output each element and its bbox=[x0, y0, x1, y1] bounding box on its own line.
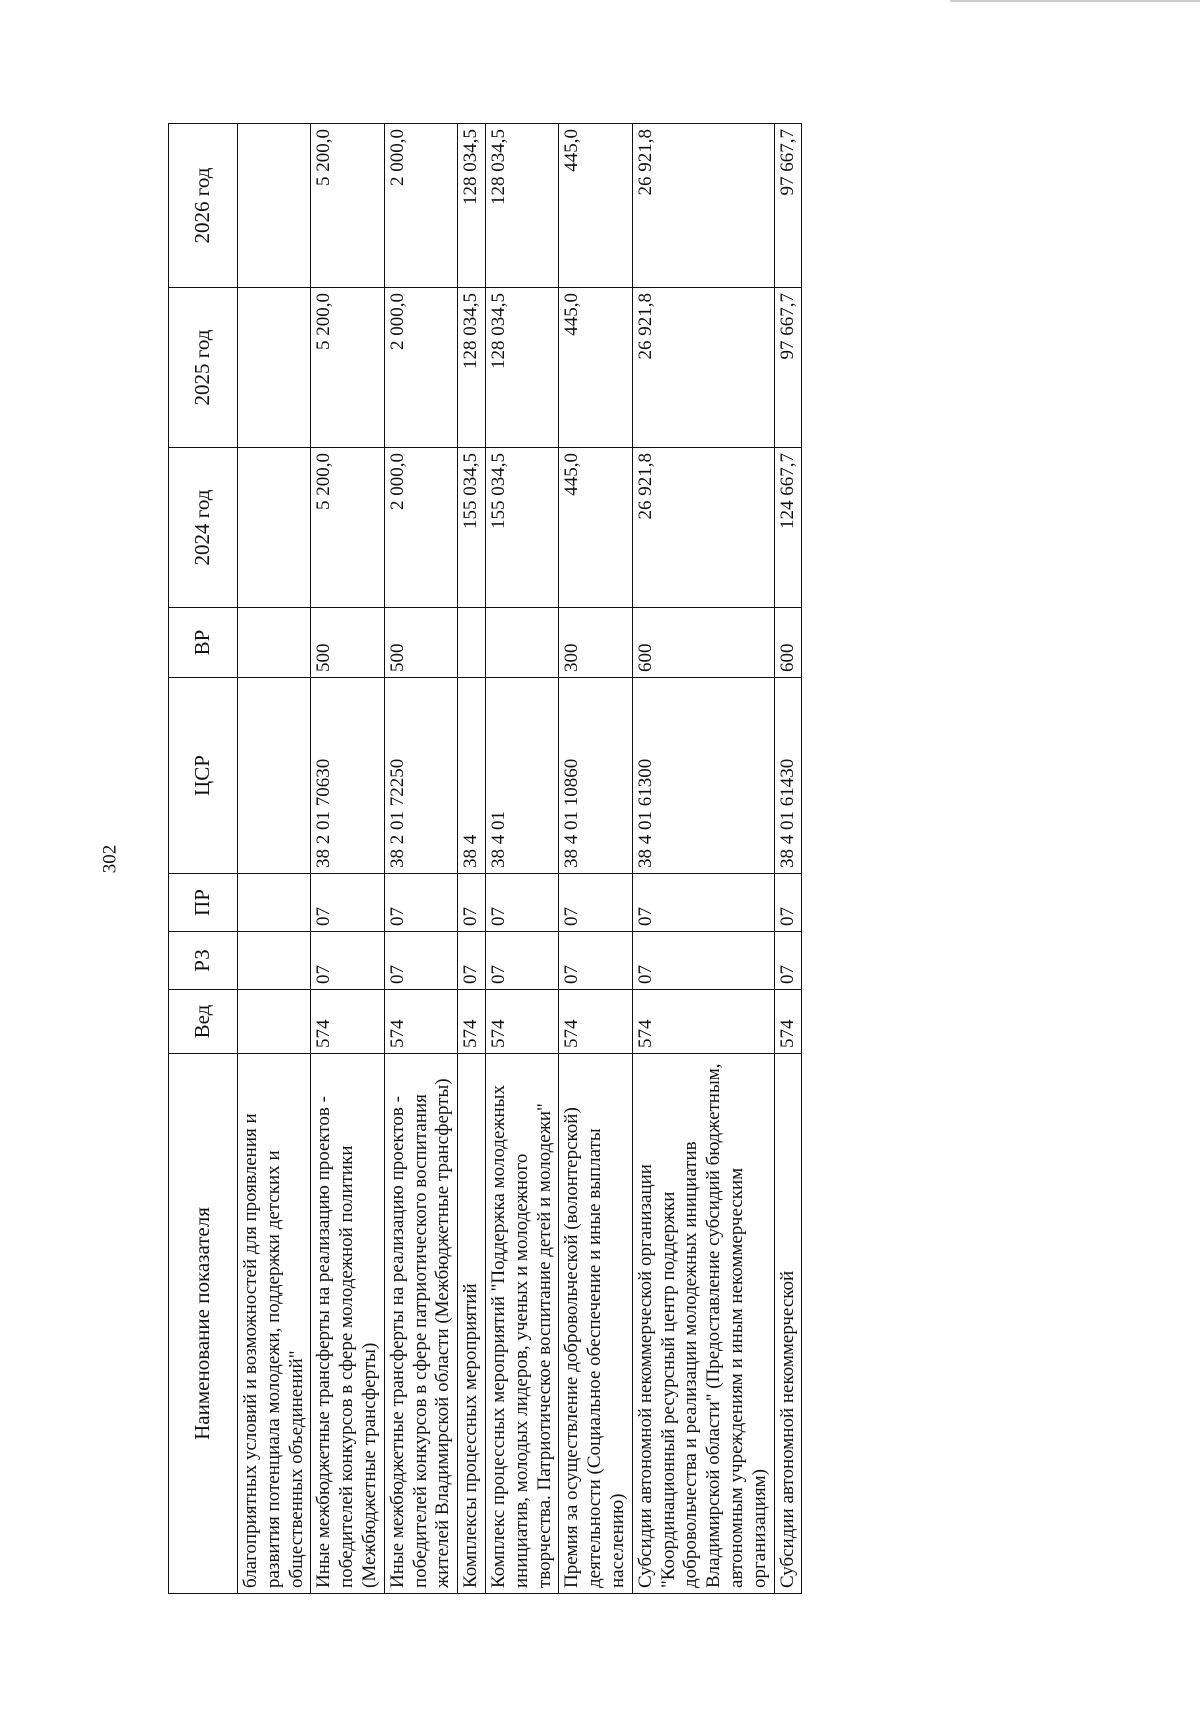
cell-vr: 500 bbox=[384, 608, 457, 678]
table-row bbox=[238, 124, 311, 1594]
cell-rz: 07 bbox=[311, 932, 384, 990]
cell-ved: 574 bbox=[485, 990, 558, 1054]
cell-2024: 124 667,7 bbox=[774, 448, 802, 608]
cell-rz: 07 bbox=[774, 932, 802, 990]
cell-2026: 2 000,0 bbox=[384, 124, 457, 288]
table-row bbox=[559, 124, 632, 1594]
header-2025: 2025 год bbox=[169, 288, 238, 448]
cell-pr: 07 bbox=[485, 874, 558, 932]
cell-name: Премия за осуществление добровольческой (волонтерской) деятельности (Социальное обеспечение и иные выплаты населению) bbox=[559, 1054, 632, 1594]
cell-2025: 26 921,8 bbox=[632, 288, 774, 448]
cell-csr: 38 4 01 bbox=[485, 678, 558, 874]
cell-rz bbox=[238, 932, 311, 990]
cell-2025 bbox=[238, 288, 311, 448]
header-2024: 2024 год bbox=[169, 448, 238, 608]
cell-2026: 128 034,5 bbox=[458, 124, 486, 288]
cell-csr: 38 4 01 10860 bbox=[559, 678, 632, 874]
cell-vr bbox=[485, 608, 558, 678]
page-number: 302 bbox=[99, 844, 121, 874]
cell-2026: 26 921,8 bbox=[632, 124, 774, 288]
cell-rz: 07 bbox=[485, 932, 558, 990]
rotated-table-container bbox=[168, 124, 1200, 1594]
cell-rz: 07 bbox=[458, 932, 486, 990]
cell-ved: 574 bbox=[774, 990, 802, 1054]
cell-ved: 574 bbox=[384, 990, 457, 1054]
table-row bbox=[774, 124, 802, 1594]
cell-rz: 07 bbox=[632, 932, 774, 990]
cell-name: Иные межбюджетные трансферты на реализацию проектов - победителей конкурсов в сфере молодежной политики (Межбюджетные трансферты) bbox=[311, 1054, 384, 1594]
cell-name: Комплекс процессных мероприятий "Поддержка молодежных инициатив, молодых лидеров, ученых и молодежного творчества. Патриотическое воспитание детей и молодежи" bbox=[485, 1054, 558, 1594]
table-row bbox=[384, 124, 457, 1594]
cell-ved: 574 bbox=[458, 990, 486, 1054]
cell-2025: 2 000,0 bbox=[384, 288, 457, 448]
cell-pr: 07 bbox=[632, 874, 774, 932]
header-2026: 2026 год bbox=[169, 124, 238, 288]
cell-2024 bbox=[238, 448, 311, 608]
scan-edge-line bbox=[950, 0, 1200, 2]
cell-2025: 445,0 bbox=[559, 288, 632, 448]
cell-2026 bbox=[238, 124, 311, 288]
table-row bbox=[311, 124, 384, 1594]
header-rz: РЗ bbox=[169, 932, 238, 990]
cell-2026: 97 667,7 bbox=[774, 124, 802, 288]
cell-2026: 5 200,0 bbox=[311, 124, 384, 288]
cell-pr: 07 bbox=[311, 874, 384, 932]
cell-pr: 07 bbox=[384, 874, 457, 932]
header-csr: ЦСР bbox=[169, 678, 238, 874]
cell-ved: 574 bbox=[311, 990, 384, 1054]
cell-vr: 500 bbox=[311, 608, 384, 678]
cell-vr: 300 bbox=[559, 608, 632, 678]
cell-vr: 600 bbox=[774, 608, 802, 678]
cell-2024: 445,0 bbox=[559, 448, 632, 608]
budget-table bbox=[168, 123, 802, 1594]
cell-2026: 445,0 bbox=[559, 124, 632, 288]
header-vr: ВР bbox=[169, 608, 238, 678]
table-row bbox=[485, 124, 558, 1594]
cell-ved: 574 bbox=[559, 990, 632, 1054]
cell-2026: 128 034,5 bbox=[485, 124, 558, 288]
cell-vr: 600 bbox=[632, 608, 774, 678]
table-row bbox=[458, 124, 486, 1594]
cell-csr: 38 2 01 70630 bbox=[311, 678, 384, 874]
cell-name: Комплексы процессных мероприятий bbox=[458, 1054, 486, 1594]
cell-csr: 38 2 01 72250 bbox=[384, 678, 457, 874]
cell-2025: 128 034,5 bbox=[458, 288, 486, 448]
cell-name: Иные межбюджетные трансферты на реализацию проектов - победителей конкурсов в сфере патриотического воспитания жителей Владимирской области (Межбюджетные трансферты) bbox=[384, 1054, 457, 1594]
cell-name: благоприятных условий и возможностей для проявления и развития потенциала молодежи, поддержки детских и общественных объединений" bbox=[238, 1054, 311, 1594]
cell-2025: 97 667,7 bbox=[774, 288, 802, 448]
header-pr: ПР bbox=[169, 874, 238, 932]
cell-ved bbox=[238, 990, 311, 1054]
header-ved: Вед bbox=[169, 990, 238, 1054]
cell-csr: 38 4 bbox=[458, 678, 486, 874]
cell-2024: 26 921,8 bbox=[632, 448, 774, 608]
cell-csr: 38 4 01 61300 bbox=[632, 678, 774, 874]
cell-pr bbox=[238, 874, 311, 932]
cell-vr bbox=[238, 608, 311, 678]
cell-2025: 128 034,5 bbox=[485, 288, 558, 448]
cell-2024: 155 034,5 bbox=[458, 448, 486, 608]
cell-csr: 38 4 01 61430 bbox=[774, 678, 802, 874]
header-name: Наименование показателя bbox=[169, 1054, 238, 1594]
table-row bbox=[632, 124, 774, 1594]
table-header-row bbox=[169, 124, 238, 1594]
cell-2024: 2 000,0 bbox=[384, 448, 457, 608]
cell-pr: 07 bbox=[559, 874, 632, 932]
cell-rz: 07 bbox=[384, 932, 457, 990]
cell-pr: 07 bbox=[774, 874, 802, 932]
cell-2025: 5 200,0 bbox=[311, 288, 384, 448]
cell-name: Субсидии автономной некоммерческой организации "Координационный ресурсный центр поддержки добровольчества и реализации молодежных инициатив Владимирской области" (Предоставление субсидий бюджетным, автономным учреждениям и иным некоммерческим организациям) bbox=[632, 1054, 774, 1594]
cell-2024: 155 034,5 bbox=[485, 448, 558, 608]
cell-ved: 574 bbox=[632, 990, 774, 1054]
cell-csr bbox=[238, 678, 311, 874]
cell-vr bbox=[458, 608, 486, 678]
cell-rz: 07 bbox=[559, 932, 632, 990]
cell-pr: 07 bbox=[458, 874, 486, 932]
cell-2024: 5 200,0 bbox=[311, 448, 384, 608]
cell-name: Субсидии автономной некоммерческой bbox=[774, 1054, 802, 1594]
